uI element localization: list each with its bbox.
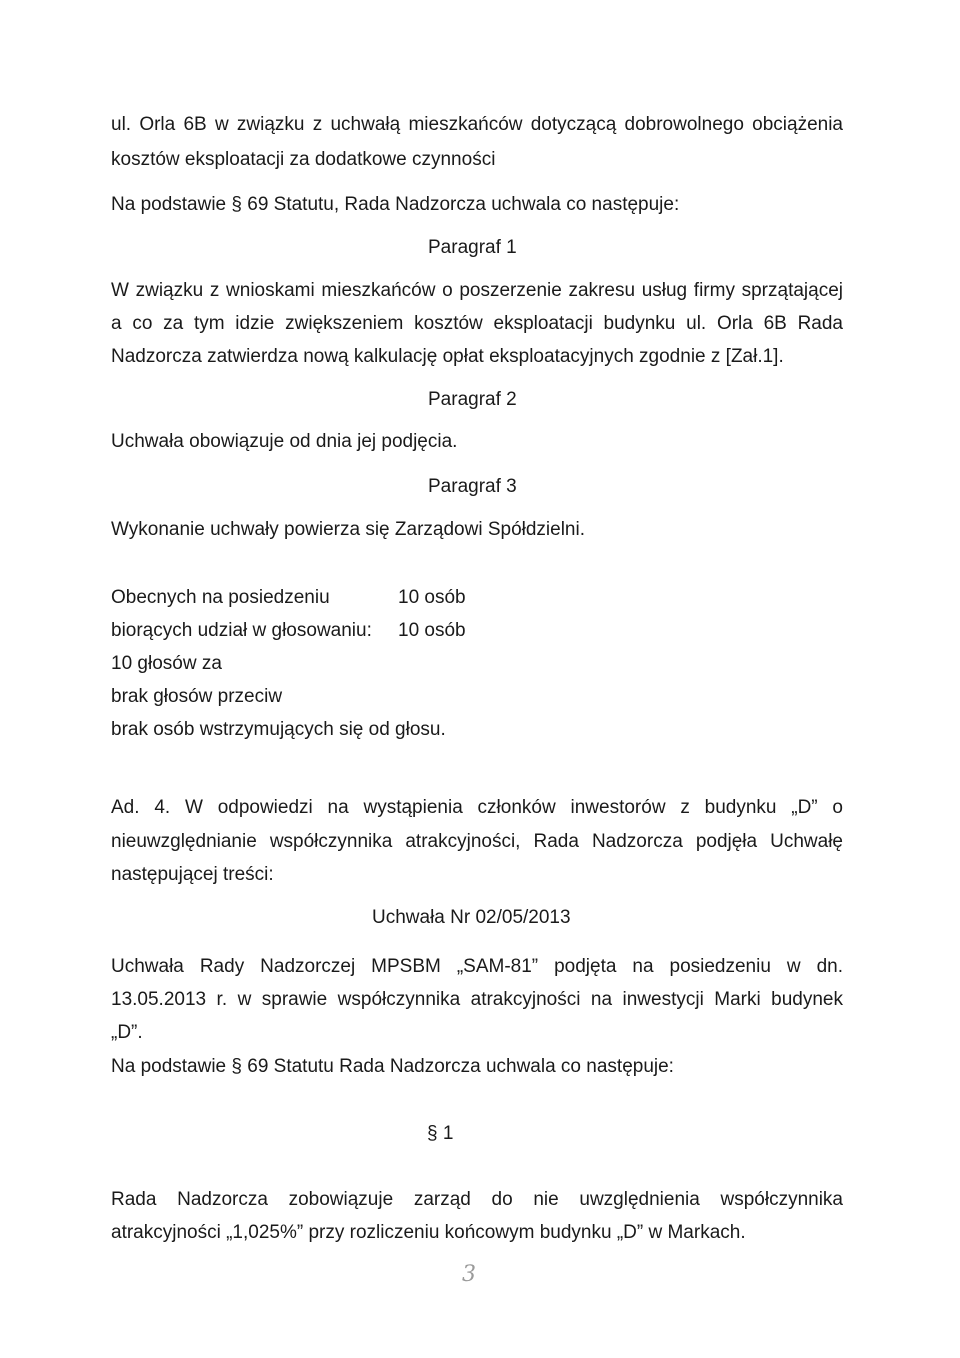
votes-for: 10 głosów za — [111, 653, 222, 674]
section-1-line-2: atrakcyjności „1,025%” przy rozliczeniu końcowym budynku „D” w Markach. — [111, 1222, 746, 1243]
paragraph-2-text: Uchwała obowiązuje od dnia jej podjęcia. — [111, 431, 458, 452]
paragraph-2-heading: Paragraf 2 — [428, 389, 517, 410]
intro-line-2: kosztów eksploatacji za dodatkowe czynności — [111, 149, 496, 170]
paragraph-1-line-3: Nadzorcza zatwierdza nową kalkulację opłat eksploatacyjnych zgodnie z [Zał.1]. — [111, 346, 784, 367]
section-1-line-1: Rada Nadzorcza zobowiązuje zarząd do nie uwzględnienia współczynnika — [111, 1189, 843, 1210]
votes-voting-value: 10 osób — [398, 620, 466, 641]
resolution-title: Uchwała Nr 02/05/2013 — [372, 907, 571, 928]
votes-abstain: brak osób wstrzymujących się od głosu. — [111, 719, 446, 740]
resolution-line-1: Uchwała Rady Nadzorczej MPSBM „SAM-81” podjęta na posiedzeniu w dn. — [111, 956, 843, 977]
paragraph-1-line-1: W związku z wnioskami mieszkańców o poszerzenie zakresu usług firmy sprzątającej — [111, 280, 843, 301]
intro-line-1: ul. Orla 6B w związku z uchwałą mieszkańców dotyczącą dobrowolnego obciążenia — [111, 114, 843, 135]
paragraph-3-text: Wykonanie uchwały powierza się Zarządowi Spółdzielni. — [111, 519, 585, 540]
paragraph-1-heading: Paragraf 1 — [428, 237, 517, 258]
section-1-heading: § 1 — [427, 1123, 454, 1144]
votes-against: brak głosów przeciw — [111, 686, 283, 707]
votes-present-value: 10 osób — [398, 587, 466, 608]
votes-present-label: Obecnych na posiedzeniu — [111, 587, 330, 608]
ad4-line-3: następującej treści: — [111, 864, 274, 885]
paragraph-1-line-2: a co za tym idzie zwiększeniem kosztów eksploatacji budynku ul. Orla 6B Rada — [111, 313, 843, 334]
votes-voting-row — [111, 619, 466, 643]
ad4-line-2: nieuwzględnianie współczynnika atrakcyjności, Rada Nadzorcza podjęła Uchwałę — [111, 831, 843, 852]
page-number: 3 — [462, 1262, 476, 1287]
votes-voting-label: biorących udział w głosowaniu: — [111, 620, 372, 641]
votes-present-row — [111, 586, 466, 610]
paragraph-3-heading: Paragraf 3 — [428, 476, 517, 497]
resolution-line-2: 13.05.2013 r. w sprawie współczynnika atrakcyjności na inwestycji Marki budynek — [111, 989, 843, 1010]
resolution-basis: Na podstawie § 69 Statutu Rada Nadzorcza uchwala co następuje: — [111, 1056, 674, 1077]
ad4-line-1: Ad. 4. W odpowiedzi na wystąpienia członków inwestorów z budynku „D” o — [111, 797, 843, 818]
intro-basis: Na podstawie § 69 Statutu, Rada Nadzorcza uchwala co następuje: — [111, 194, 680, 215]
resolution-line-3: „D”. — [111, 1022, 143, 1043]
